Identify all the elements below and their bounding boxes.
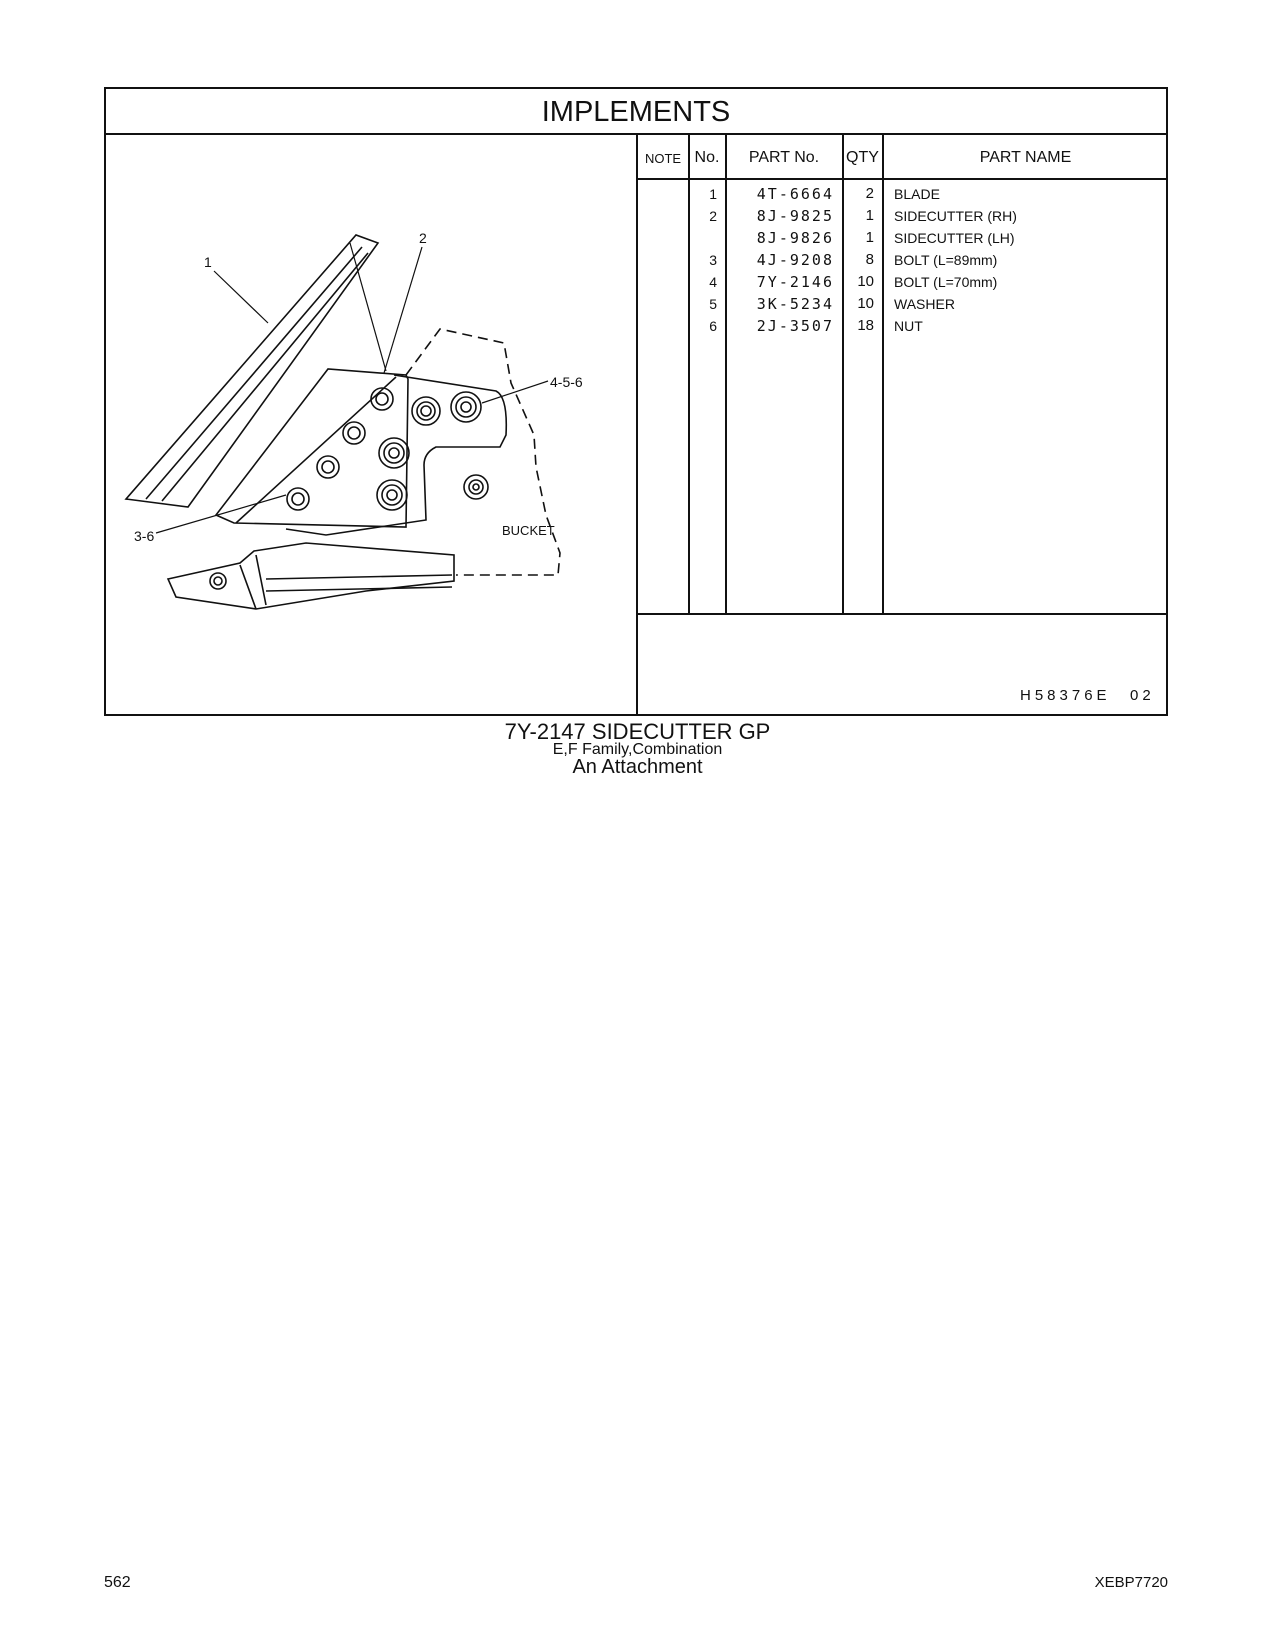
callout-4-5-6: 4-5-6	[550, 374, 583, 390]
leader-2b	[350, 243, 386, 371]
row-no: 1	[709, 186, 717, 202]
row-part-name: NUT	[894, 318, 923, 334]
header-no: No.	[694, 149, 720, 166]
row-part-name: WASHER	[894, 296, 955, 312]
parts-frame	[104, 87, 1168, 716]
drawing-code: H58376E	[1020, 687, 1111, 704]
header-qty: QTY	[846, 149, 879, 166]
header-part-name: PART NAME	[979, 149, 1072, 166]
leader-2a	[384, 247, 422, 373]
divider-qty	[882, 133, 884, 614]
row-part-no: 8J-9826	[756, 229, 834, 247]
row-part-name: BOLT (L=89mm)	[894, 252, 998, 268]
plate-bolts	[377, 392, 488, 510]
caption-title: 7Y-2147 SIDECUTTER GP	[504, 719, 771, 744]
row-qty: 2	[865, 185, 874, 202]
caption-subtitle: E,F Family,Combination	[552, 741, 723, 758]
section-title: IMPLEMENTS	[106, 89, 1166, 135]
callout-bucket: BUCKET	[502, 523, 555, 538]
doc-id: XEBP7720	[1094, 1574, 1168, 1591]
row-no: 4	[709, 274, 717, 290]
row-part-no: 4J-9208	[756, 251, 834, 269]
row-qty: 10	[857, 295, 874, 312]
row-part-no: 4T-6664	[756, 185, 834, 203]
leader-456	[482, 381, 548, 403]
tooth-pin	[210, 573, 226, 589]
row-part-name: SIDECUTTER (LH)	[894, 230, 1015, 246]
row-part-no: 3K-5234	[756, 295, 834, 313]
page-number: 562	[104, 1574, 131, 1591]
row-part-no: 8J-9825	[756, 207, 834, 225]
header-note: NOTE	[644, 151, 682, 166]
callout-3-6: 3-6	[134, 528, 155, 544]
row-part-name: BOLT (L=70mm)	[894, 274, 998, 290]
row-qty: 1	[865, 207, 874, 224]
leader-36	[156, 495, 286, 533]
row-no: 5	[709, 296, 717, 312]
header-part-no: PART No.	[748, 149, 820, 166]
sidecutter-illustration	[106, 135, 638, 714]
divider-illus	[636, 133, 638, 714]
row-part-no: 7Y-2146	[756, 273, 834, 291]
leader-1	[214, 271, 268, 323]
row-qty: 18	[857, 317, 874, 334]
callout-1: 1	[204, 254, 212, 270]
callout-2: 2	[419, 230, 427, 246]
caption-note: An Attachment	[572, 756, 703, 778]
row-qty: 10	[857, 273, 874, 290]
blade-shape	[126, 235, 378, 507]
row-no: 6	[709, 318, 717, 334]
row-qty: 1	[865, 229, 874, 246]
row-no: 3	[709, 252, 717, 268]
row-part-name: BLADE	[894, 186, 940, 202]
table-bottom-rule	[637, 613, 1168, 615]
row-no: 2	[709, 208, 717, 224]
drawing-rev: 02	[1130, 687, 1155, 704]
row-part-no: 2J-3507	[756, 317, 834, 335]
row-qty: 8	[865, 251, 874, 268]
header-rule	[637, 178, 1168, 180]
row-part-name: SIDECUTTER (RH)	[894, 208, 1017, 224]
